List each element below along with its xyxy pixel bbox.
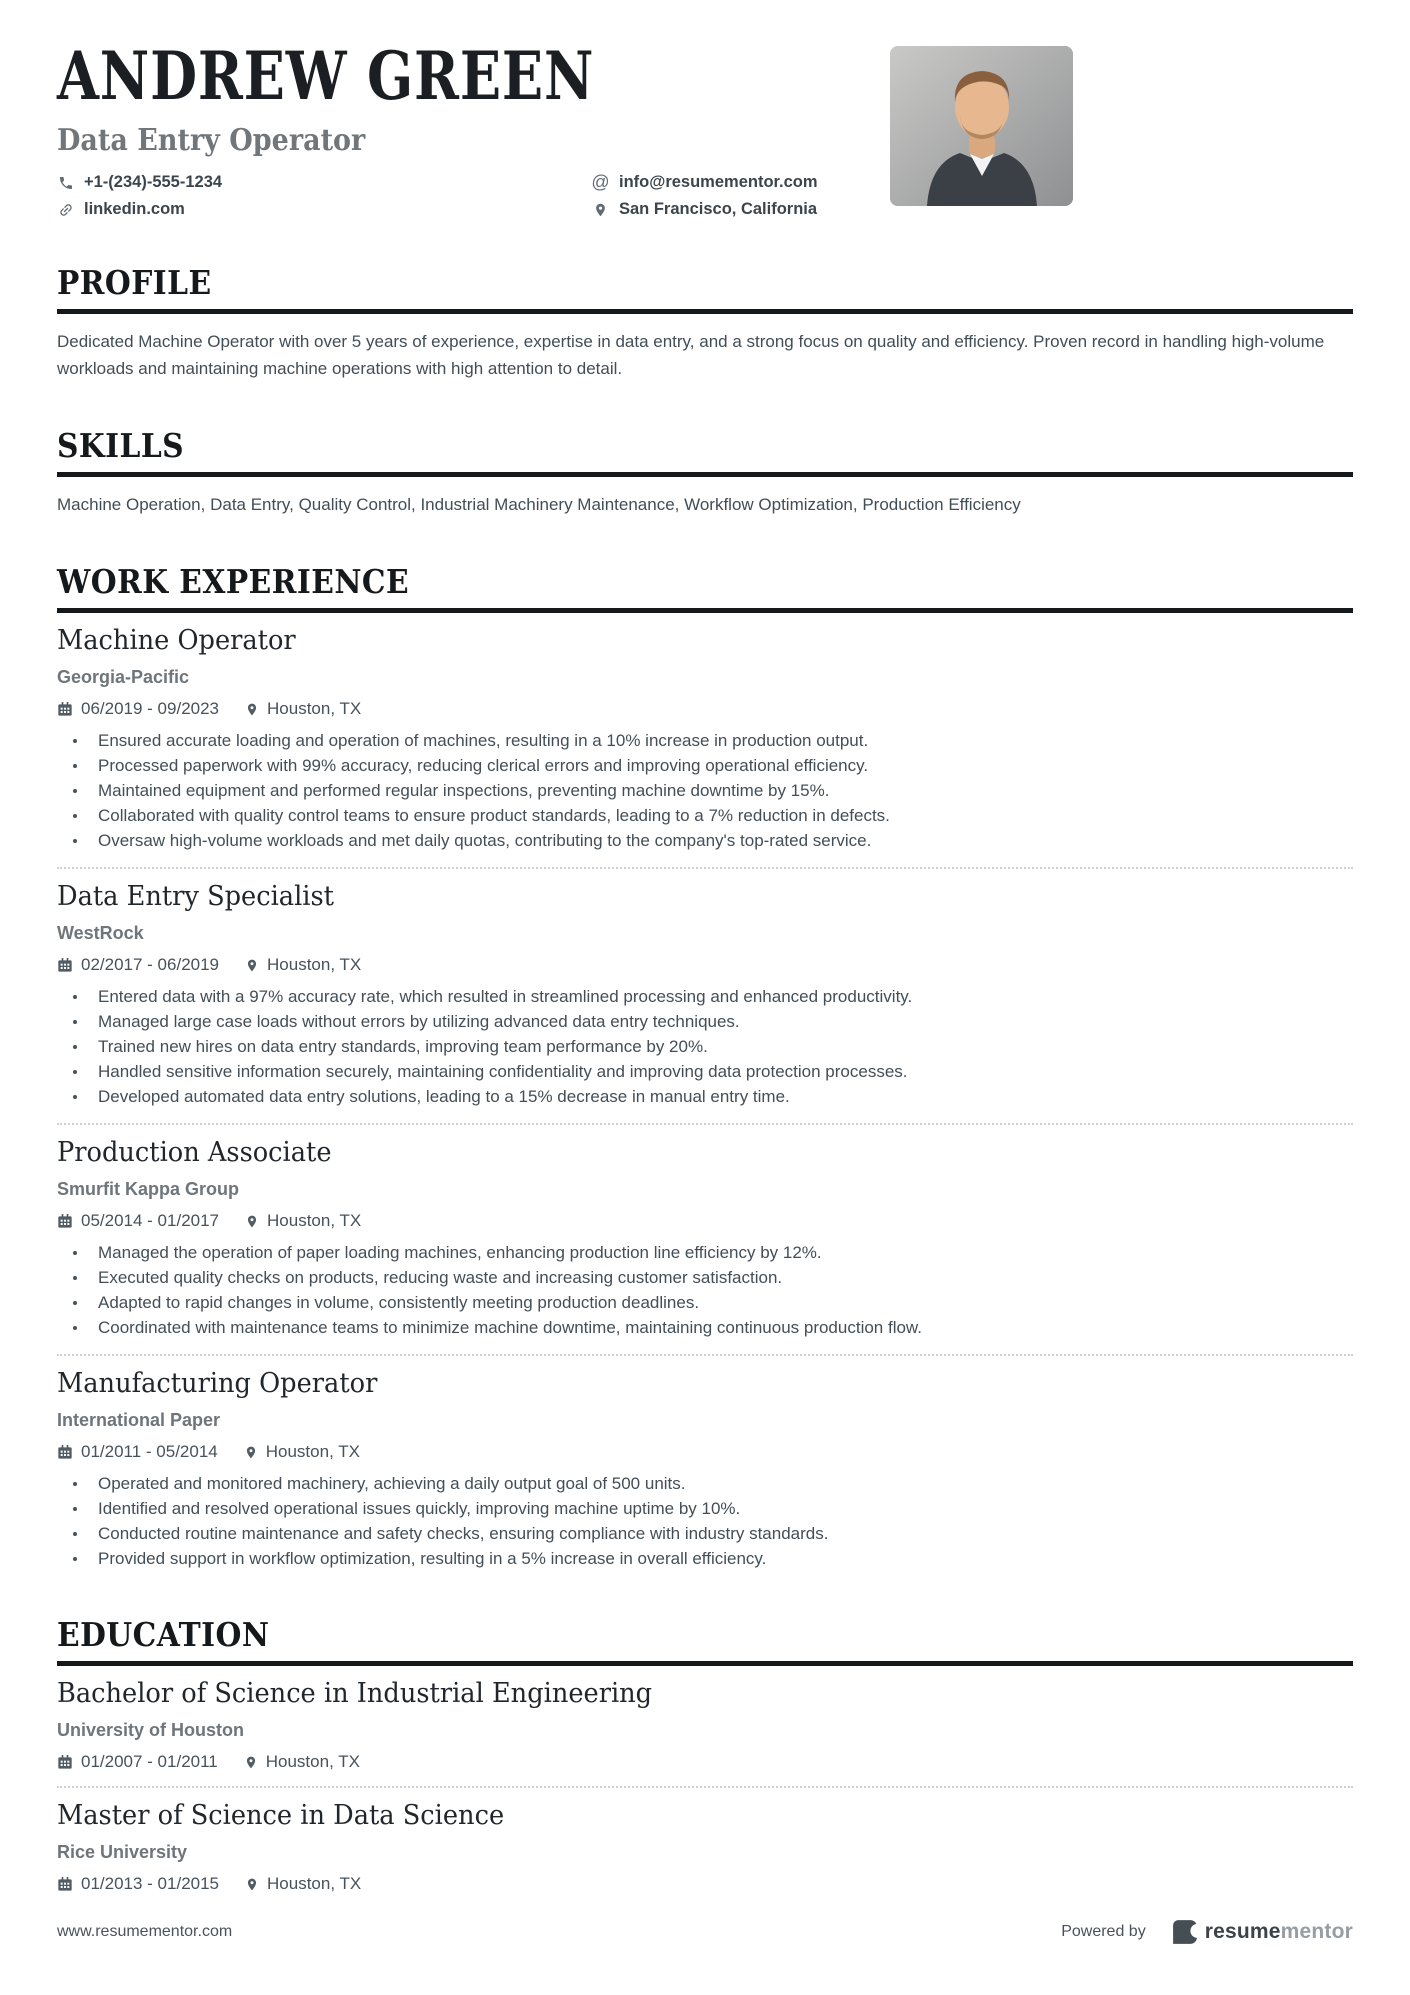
degree-title: Master of Science in Data Science	[57, 1800, 505, 1832]
phone-value: +1-(234)-555-1234	[84, 173, 223, 192]
school-name: University of Houston	[57, 1720, 245, 1741]
entry-meta	[57, 1211, 1353, 1231]
candidate-name: ANDREW GREEN	[57, 37, 595, 115]
bullet-item: Oversaw high-volume workloads and met daily quotas, contributing to the company's top-rated service.	[57, 828, 1353, 853]
education-entry	[57, 1800, 1353, 1894]
resumementor-logo-icon	[1172, 1919, 1198, 1945]
company-name: WestRock	[57, 923, 144, 944]
location-pin-icon	[244, 1755, 258, 1770]
work-entry	[57, 881, 1353, 1109]
bullet-item: Collaborated with quality control teams to ensure product standards, leading to a 7% reduction in defects.	[57, 803, 1353, 828]
location-value: San Francisco, California	[619, 200, 818, 219]
location-pin-icon	[245, 702, 259, 717]
bullet-list	[57, 984, 1353, 1109]
entry-meta	[57, 699, 1353, 719]
company-name: Georgia-Pacific	[57, 667, 190, 688]
bullet-list	[57, 1240, 1353, 1340]
bullet-item: Entered data with a 97% accuracy rate, which resulted in streamlined processing and enhanced productivity.	[57, 984, 1353, 1009]
entry-meta	[57, 1442, 1353, 1462]
logo-text: resumementor	[1204, 1920, 1353, 1943]
date-range: 05/2014 - 01/2017	[57, 1211, 219, 1231]
powered-by-block	[1061, 1919, 1353, 1945]
bullet-item: Adapted to rapid changes in volume, consistently meeting production deadlines.	[57, 1290, 1353, 1315]
bullet-item: Conducted routine maintenance and safety checks, ensuring compliance with industry standards.	[57, 1521, 1353, 1546]
entry-location: Houston, TX	[244, 1442, 360, 1462]
company-name: Smurfit Kappa Group	[57, 1179, 240, 1200]
calendar-icon	[57, 957, 73, 973]
skills-text: Machine Operation, Data Entry, Quality Control, Industrial Machinery Maintenance, Workflow Optimization, Production Efficiency	[57, 495, 1021, 515]
phone-icon	[57, 175, 74, 191]
date-range: 01/2013 - 01/2015	[57, 1874, 219, 1894]
section-education	[57, 1615, 1353, 1894]
section-profile	[57, 263, 1353, 382]
work-experience-heading: WORK EXPERIENCE	[57, 562, 1353, 613]
bullet-item: Operated and monitored machinery, achieving a daily output goal of 500 units.	[57, 1471, 1353, 1496]
entry-divider	[57, 1123, 1353, 1125]
bullet-item: Ensured accurate loading and operation of machines, resulting in a 10% increase in production output.	[57, 728, 1353, 753]
email-value: info@resumementor.com	[619, 173, 818, 192]
contact-phone	[57, 172, 592, 193]
profile-photo	[890, 46, 1073, 206]
work-entry	[57, 1368, 1353, 1571]
calendar-icon	[57, 1444, 73, 1460]
entry-location: Houston, TX	[245, 1874, 361, 1894]
contact-website[interactable]	[57, 200, 592, 219]
footer-website-link[interactable]: www.resumementor.com	[57, 1923, 233, 1940]
job-title: Data Entry Specialist	[57, 881, 334, 913]
resume-header	[57, 37, 1353, 219]
education-heading: EDUCATION	[57, 1615, 1353, 1666]
page-footer	[57, 1919, 1353, 1945]
location-pin-icon	[244, 1445, 258, 1460]
bullet-item: Coordinated with maintenance teams to minimize machine downtime, maintaining continuous production flow.	[57, 1315, 1353, 1340]
job-title: Manufacturing Operator	[57, 1368, 378, 1400]
entry-divider	[57, 1354, 1353, 1356]
entry-location: Houston, TX	[244, 1752, 360, 1772]
profile-heading: PROFILE	[57, 263, 1353, 314]
bullet-item: Handled sensitive information securely, maintaining confidentiality and improving data protection processes.	[57, 1059, 1353, 1084]
profile-text: Dedicated Machine Operator with over 5 years of experience, expertise in data entry, and a strong focus on quality and efficiency. Proven record in handling high-volume workloads and maintaining machine operations with high attention to detail.	[57, 332, 1325, 379]
entry-location: Houston, TX	[245, 955, 361, 975]
calendar-icon	[57, 1876, 73, 1892]
bullet-item: Managed the operation of paper loading machines, enhancing production line efficiency by 12%.	[57, 1240, 1353, 1265]
website-value: linkedin.com	[84, 200, 185, 219]
bullet-item: Executed quality checks on products, reducing waste and increasing customer satisfaction.	[57, 1265, 1353, 1290]
resumementor-logo[interactable]	[1172, 1919, 1353, 1945]
date-range: 01/2011 - 05/2014	[57, 1442, 218, 1462]
portrait-image	[890, 46, 1073, 206]
entry-meta	[57, 955, 1353, 975]
calendar-icon	[57, 701, 73, 717]
date-range: 01/2007 - 01/2011	[57, 1752, 218, 1772]
school-name: Rice University	[57, 1842, 188, 1863]
bullet-item: Provided support in workflow optimization, resulting in a 5% increase in overall efficiency.	[57, 1546, 1353, 1571]
date-range: 06/2019 - 09/2023	[57, 699, 219, 719]
bullet-item: Managed large case loads without errors by utilizing advanced data entry techniques.	[57, 1009, 1353, 1034]
entry-divider	[57, 1786, 1353, 1788]
bullet-list	[57, 1471, 1353, 1571]
section-skills	[57, 426, 1353, 518]
job-title: Machine Operator	[57, 625, 296, 657]
education-entry	[57, 1678, 1353, 1772]
link-icon	[57, 202, 74, 218]
skills-heading: SKILLS	[57, 426, 1353, 477]
location-pin-icon	[245, 958, 259, 973]
bullet-item: Maintained equipment and performed regular inspections, preventing machine downtime by 15%.	[57, 778, 1353, 803]
entry-meta	[57, 1874, 1353, 1894]
bullet-list	[57, 728, 1353, 853]
location-pin-icon	[245, 1877, 259, 1892]
section-work-experience	[57, 562, 1353, 1571]
entry-meta	[57, 1752, 1353, 1772]
location-pin-icon	[592, 202, 609, 218]
bullet-item: Trained new hires on data entry standards, improving team performance by 20%.	[57, 1034, 1353, 1059]
date-range: 02/2017 - 06/2019	[57, 955, 219, 975]
contact-info	[57, 172, 957, 219]
bullet-item: Processed paperwork with 99% accuracy, reducing clerical errors and improving operational efficiency.	[57, 753, 1353, 778]
at-icon: @	[591, 172, 610, 193]
entry-location: Houston, TX	[245, 1211, 361, 1231]
location-pin-icon	[245, 1214, 259, 1229]
entry-divider	[57, 867, 1353, 869]
bullet-item: Identified and resolved operational issues quickly, improving machine uptime by 10%.	[57, 1496, 1353, 1521]
calendar-icon	[57, 1754, 73, 1770]
calendar-icon	[57, 1213, 73, 1229]
work-entry	[57, 1137, 1353, 1340]
degree-title: Bachelor of Science in Industrial Engineering	[57, 1678, 653, 1710]
powered-by-label: Powered by	[1061, 1923, 1146, 1940]
entry-location: Houston, TX	[245, 699, 361, 719]
bullet-item: Developed automated data entry solutions, leading to a 15% decrease in manual entry time.	[57, 1084, 1353, 1109]
job-title: Production Associate	[57, 1137, 332, 1169]
work-entry	[57, 625, 1353, 853]
candidate-job-title: Data Entry Operator	[57, 123, 366, 159]
company-name: International Paper	[57, 1410, 221, 1431]
